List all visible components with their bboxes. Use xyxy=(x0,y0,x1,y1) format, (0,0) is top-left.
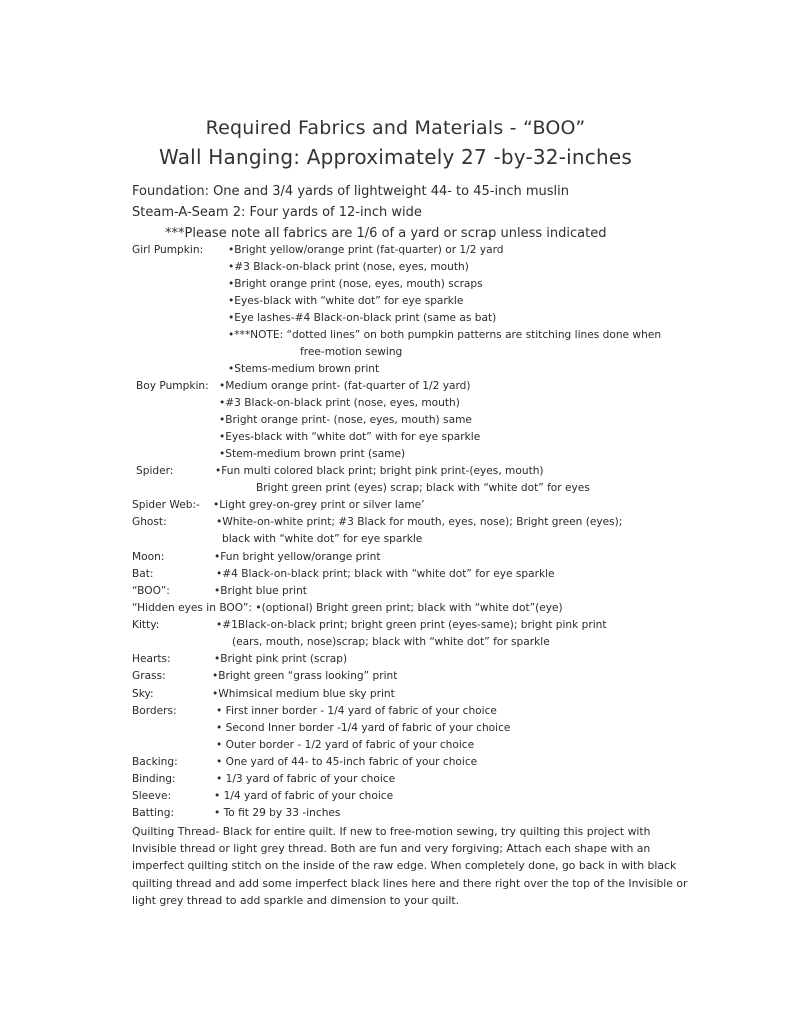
bat-label: Bat: xyxy=(132,568,154,580)
foundation-line: Foundation: One and 3/4 yards of lightweight 44- to 45-inch muslin xyxy=(132,184,569,199)
boo-label: “BOO”: xyxy=(132,585,170,597)
spider-label: Spider: xyxy=(136,465,174,477)
ghost-label: Ghost: xyxy=(132,516,167,528)
list-item: •Bright orange print (nose, eyes, mouth) scraps xyxy=(228,278,483,290)
quilting-thread-paragraph: Quilting Thread- Black for entire quilt. If new to free-motion sewing, try quilting this project with Invisible thread or light grey thread. Both are fun and very forgiving; Attach each shape with an imperfect quilting stitch on the inside of the raw edge. When completely done, go back in with black quilting thread and add some imperfect black lines here and there right over the top of the Invisible or light grey thread to add sparkle and dimension to your quilt. xyxy=(132,825,688,907)
batting-label: Batting: xyxy=(132,807,175,819)
list-item: Bright green print (eyes) scrap; black with “white dot” for eyes xyxy=(256,482,590,494)
list-item: •Bright orange print- (nose, eyes, mouth) same xyxy=(219,414,472,426)
fabric-note: ***Please note all fabrics are 1/6 of a yard or scrap unless indicated xyxy=(165,226,607,241)
list-item: •Eye lashes-#4 Black-on-black print (same as bat) xyxy=(228,312,497,324)
list-item: •#3 Black-on-black print (nose, eyes, mouth) xyxy=(219,397,460,409)
list-item: free-motion sewing xyxy=(300,346,403,358)
list-item: • Second Inner border -1/4 yard of fabric of your choice xyxy=(216,722,511,734)
list-item: •#3 Black-on-black print (nose, eyes, mouth) xyxy=(228,261,469,273)
list-item: • To fit 29 by 33 -inches xyxy=(214,807,341,819)
title-line-1: Required Fabrics and Materials - “BOO” xyxy=(205,117,586,139)
list-item: •Eyes-black with “white dot” for eye sparkle xyxy=(228,295,464,307)
sky-label: Sky: xyxy=(132,688,154,700)
kitty-label: Kitty: xyxy=(132,619,160,631)
borders-label: Borders: xyxy=(132,705,177,717)
grass-label: Grass: xyxy=(132,670,166,682)
list-item: •#1Black-on-black print; bright green print (eyes-same); bright pink print xyxy=(216,619,607,631)
list-item: • Outer border - 1/2 yard of fabric of your choice xyxy=(216,739,475,751)
list-item: (ears, mouth, nose)scrap; black with “white dot” for sparkle xyxy=(232,636,550,648)
moon-label: Moon: xyxy=(132,551,165,563)
list-item: •White-on-white print; #3 Black for mouth, eyes, nose); Bright green (eyes); xyxy=(216,516,623,528)
list-item: •Bright green “grass looking” print xyxy=(212,670,398,682)
list-item: •Whimsical medium blue sky print xyxy=(212,688,395,700)
list-item: • 1/3 yard of fabric of your choice xyxy=(216,773,396,785)
list-item: black with “white dot” for eye sparkle xyxy=(222,533,423,545)
backing-label: Backing: xyxy=(132,756,178,768)
list-item: •Eyes-black with “white dot” with for eye sparkle xyxy=(219,431,481,443)
list-item: •Medium orange print- (fat-quarter of 1/2 yard) xyxy=(219,380,471,392)
hearts-label: Hearts: xyxy=(132,653,171,665)
list-item: • One yard of 44- to 45-inch fabric of your choice xyxy=(216,756,478,768)
list-item: •Bright pink print (scrap) xyxy=(214,653,348,665)
title-line-2: Wall Hanging: Approximately 27 -by-32-inches xyxy=(159,145,632,169)
list-item: •Bright blue print xyxy=(214,585,307,597)
list-item: •Fun bright yellow/orange print xyxy=(214,551,381,563)
list-item: • 1/4 yard of fabric of your choice xyxy=(214,790,394,802)
list-item: •Bright yellow/orange print (fat-quarter) or 1/2 yard xyxy=(228,244,504,256)
list-item: •Stem-medium brown print (same) xyxy=(219,448,406,460)
list-item: •***NOTE: “dotted lines” on both pumpkin patterns are stitching lines done when xyxy=(228,329,662,341)
list-item: •#4 Black-on-black print; black with “white dot” for eye sparkle xyxy=(216,568,555,580)
boy-pumpkin-label: Boy Pumpkin: xyxy=(136,380,209,392)
list-item: • First inner border - 1/4 yard of fabric of your choice xyxy=(216,705,497,717)
list-item: •Fun multi colored black print; bright pink print-(eyes, mouth) xyxy=(215,465,544,477)
girl-pumpkin-label: Girl Pumpkin: xyxy=(132,244,204,256)
list-item: •Light grey-on-grey print or silver lame’ xyxy=(213,499,425,511)
sleeve-label: Sleeve: xyxy=(132,790,172,802)
spider-web-label: Spider Web:- xyxy=(132,499,200,511)
list-item: •Stems-medium brown print xyxy=(228,363,380,375)
binding-label: Binding: xyxy=(132,773,176,785)
steam-a-seam-line: Steam-A-Seam 2: Four yards of 12-inch wide xyxy=(132,205,422,220)
hidden-eyes-line: “Hidden eyes in BOO”: •(optional) Bright green print; black with “white dot”(eye) xyxy=(132,602,563,614)
